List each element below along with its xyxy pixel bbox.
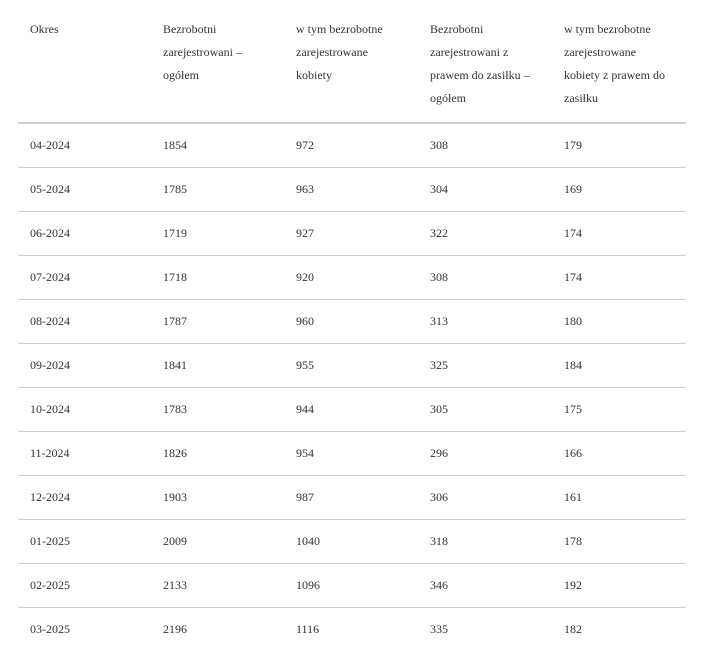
table-row bbox=[18, 167, 686, 211]
cell-unemployed-women: 963 bbox=[284, 167, 418, 211]
table-row bbox=[18, 123, 686, 167]
cell-unemployed-women: 987 bbox=[284, 475, 418, 519]
cell-benefit-women: 192 bbox=[552, 563, 686, 607]
cell-benefit-total: 304 bbox=[418, 167, 552, 211]
cell-benefit-women: 174 bbox=[552, 211, 686, 255]
cell-benefit-women: 184 bbox=[552, 343, 686, 387]
cell-unemployed-women: 1096 bbox=[284, 563, 418, 607]
cell-unemployed-women: 972 bbox=[284, 123, 418, 167]
cell-unemployed-total: 1718 bbox=[151, 255, 284, 299]
table-row bbox=[18, 255, 686, 299]
cell-benefit-women: 180 bbox=[552, 299, 686, 343]
cell-period: 07-2024 bbox=[18, 255, 151, 299]
cell-benefit-women: 166 bbox=[552, 431, 686, 475]
table-row bbox=[18, 519, 686, 563]
cell-period: 06-2024 bbox=[18, 211, 151, 255]
cell-benefit-total: 335 bbox=[430, 622, 448, 637]
cell-unemployed-total: 1826 bbox=[151, 431, 284, 475]
header-benefit-total: Bezrobotni zarejestrowani z prawem do zasiłku – ogółem bbox=[418, 0, 552, 123]
cell-period: 11-2024 bbox=[18, 431, 151, 475]
unemployment-table bbox=[18, 0, 686, 651]
cell-period: 02-2025 bbox=[18, 563, 151, 607]
cell-benefit-women: 175 bbox=[552, 387, 686, 431]
cell-benefit-total: 308 bbox=[418, 123, 552, 167]
cell-unemployed-women: 1116 bbox=[296, 622, 320, 637]
cell-benefit-total: 346 bbox=[418, 563, 552, 607]
table-body bbox=[18, 123, 686, 651]
cell-unemployed-women: 960 bbox=[284, 299, 418, 343]
header-unemployed-women: w tym bezrobotne zarejestrowane kobiety bbox=[284, 0, 418, 123]
cell-benefit-women: 169 bbox=[552, 167, 686, 211]
cell-unemployed-women: 944 bbox=[284, 387, 418, 431]
cell-benefit-total: 325 bbox=[418, 343, 552, 387]
table-row bbox=[18, 343, 686, 387]
table-row bbox=[18, 387, 686, 431]
cell-period: 05-2024 bbox=[18, 167, 151, 211]
table-header bbox=[18, 0, 686, 123]
cell-period: 01-2025 bbox=[18, 519, 151, 563]
cell-unemployed-women: 927 bbox=[284, 211, 418, 255]
cell-unemployed-total: 1903 bbox=[151, 475, 284, 519]
unemployment-table-container bbox=[18, 0, 686, 651]
cell-unemployed-total: 1787 bbox=[151, 299, 284, 343]
header-row bbox=[18, 0, 686, 123]
cell-unemployed-total: 1841 bbox=[151, 343, 284, 387]
cell-benefit-women: 182 bbox=[564, 622, 582, 637]
cell-unemployed-total: 2133 bbox=[151, 563, 284, 607]
cell-unemployed-total: 1854 bbox=[151, 123, 284, 167]
header-benefit-women: w tym bezrobotne zarejestrowane kobiety z prawem do zasiłku bbox=[552, 0, 686, 123]
cell-period: 10-2024 bbox=[18, 387, 151, 431]
table-row bbox=[18, 299, 686, 343]
table-row bbox=[18, 431, 686, 475]
cell-period: 03-2025 bbox=[30, 622, 70, 637]
cell-benefit-women: 174 bbox=[552, 255, 686, 299]
cell-benefit-total: 318 bbox=[418, 519, 552, 563]
cell-unemployed-total: 1719 bbox=[151, 211, 284, 255]
cell-unemployed-total: 1783 bbox=[151, 387, 284, 431]
header-period: Okres bbox=[18, 0, 151, 123]
cell-benefit-total: 322 bbox=[418, 211, 552, 255]
cell-unemployed-women: 1040 bbox=[284, 519, 418, 563]
cell-benefit-women: 161 bbox=[552, 475, 686, 519]
cell-benefit-total: 306 bbox=[418, 475, 552, 519]
table-row bbox=[18, 475, 686, 519]
cell-unemployed-total: 2009 bbox=[151, 519, 284, 563]
table-row bbox=[18, 607, 686, 651]
cell-period: 12-2024 bbox=[18, 475, 151, 519]
cell-benefit-total: 313 bbox=[418, 299, 552, 343]
cell-benefit-women: 178 bbox=[552, 519, 686, 563]
cell-period: 08-2024 bbox=[18, 299, 151, 343]
cell-period: 09-2024 bbox=[18, 343, 151, 387]
cell-unemployed-women: 955 bbox=[284, 343, 418, 387]
cell-benefit-women: 179 bbox=[552, 123, 686, 167]
table-row bbox=[18, 211, 686, 255]
cell-unemployed-women: 954 bbox=[284, 431, 418, 475]
cell-unemployed-women: 920 bbox=[284, 255, 418, 299]
cell-benefit-total: 305 bbox=[418, 387, 552, 431]
table-row bbox=[18, 563, 686, 607]
cell-period: 04-2024 bbox=[18, 123, 151, 167]
cell-unemployed-total: 1785 bbox=[151, 167, 284, 211]
cell-benefit-total: 308 bbox=[418, 255, 552, 299]
header-unemployed-total: Bezrobotni zarejestrowani – ogółem bbox=[151, 0, 284, 123]
cell-unemployed-total: 2196 bbox=[163, 622, 187, 637]
cell-benefit-total: 296 bbox=[418, 431, 552, 475]
